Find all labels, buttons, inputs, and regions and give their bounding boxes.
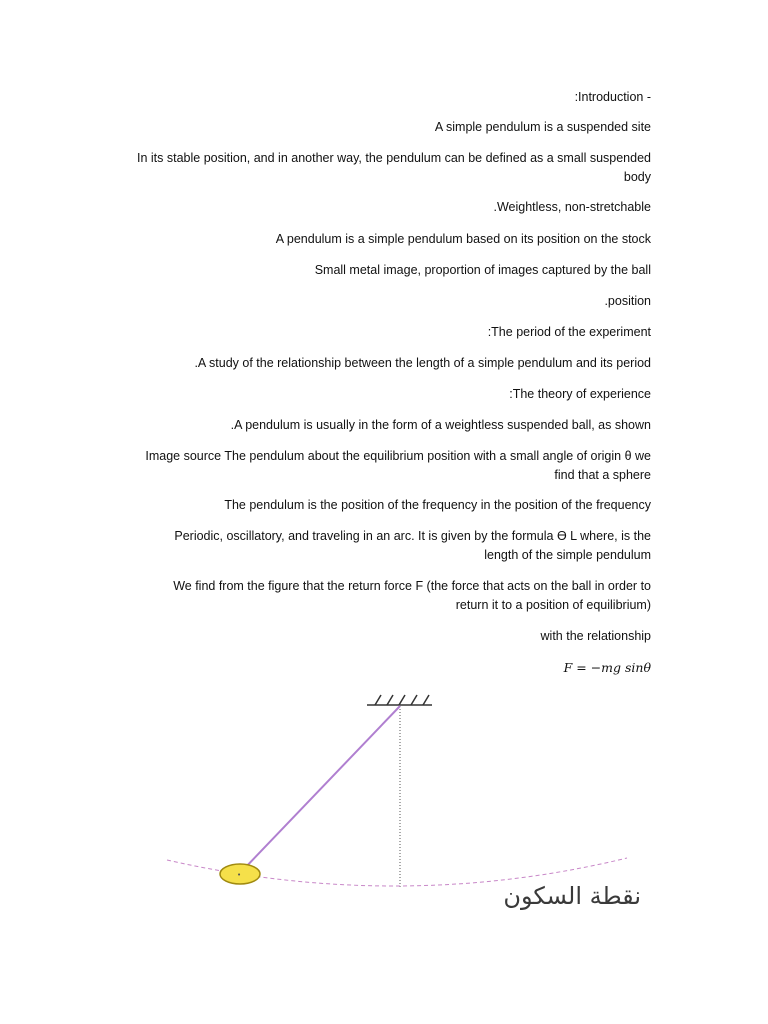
- paragraph-line: .A study of the relationship between the length of a simple pendulum and its period: [194, 356, 651, 370]
- paragraph-line: body: [623, 170, 651, 184]
- force-formula: F = −mg sinθ: [563, 660, 651, 675]
- paragraph-line: In its stable position, and in another way, the pendulum can be defined as a small suspended: [137, 151, 651, 165]
- pendulum-figure: [117, 688, 651, 916]
- paragraph-line: Small metal image, proportion of images captured by the ball: [314, 263, 651, 277]
- paragraph-line: .A pendulum is usually in the form of a weightless suspended ball, as shown: [230, 418, 651, 432]
- text-column: [110, 80, 651, 680]
- paragraph-line: .position: [604, 294, 651, 308]
- paragraph-line: Image source The pendulum about the equilibrium position with a small angle of origin θ we: [145, 449, 651, 463]
- pendulum-string: [242, 706, 400, 871]
- paragraph-line: We find from the figure that the return force F (the force that acts on the ball in order to: [173, 579, 651, 593]
- pendulum-support: [367, 695, 432, 705]
- rest-point-caption: نقطة السكون: [503, 882, 641, 910]
- paragraph-line: with the relationship: [540, 629, 651, 643]
- paragraph-line: length of the simple pendulum: [484, 548, 651, 562]
- paragraph-line: .Weightless, non-stretchable: [493, 200, 651, 214]
- ball-mark: •: [237, 871, 242, 879]
- section-heading-introduction: :Introduction -: [574, 90, 651, 104]
- section-heading-period: :The period of the experiment: [487, 325, 651, 339]
- paragraph-line: return it to a position of equilibrium): [455, 598, 651, 612]
- paragraph-line: A pendulum is a simple pendulum based on its position on the stock: [275, 232, 651, 246]
- paragraph-line: The pendulum is the position of the frequency in the position of the frequency: [224, 498, 651, 512]
- paragraph-line: find that a sphere: [554, 468, 651, 482]
- paragraph-line: A simple pendulum is a suspended site: [434, 120, 651, 134]
- paragraph-line: Periodic, oscillatory, and traveling in an arc. It is given by the formula ϴ L where, is the: [174, 529, 651, 543]
- section-heading-theory: :The theory of experience: [509, 387, 651, 401]
